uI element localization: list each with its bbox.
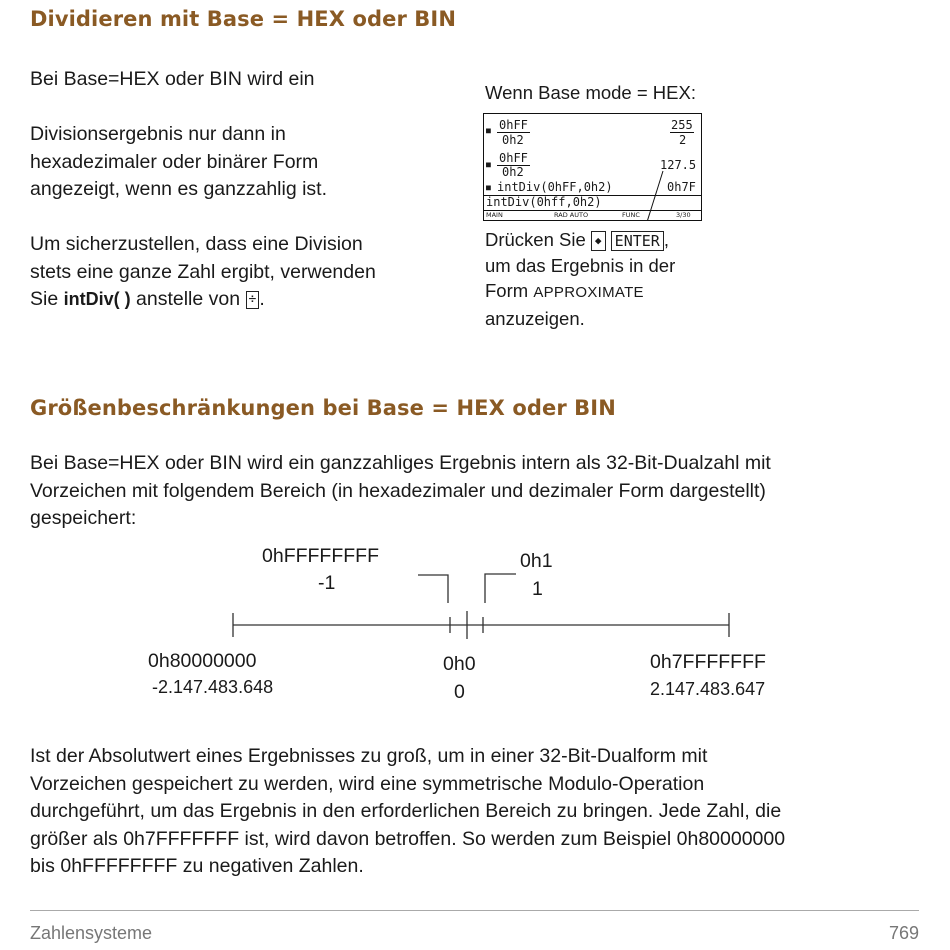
enter-key-icon: ENTER xyxy=(611,231,664,251)
fraction-numerator: 0hFF xyxy=(499,118,528,132)
status-mode: RAD AUTO xyxy=(554,211,589,219)
paragraph-line: Um sicherzustellen, dass eine Division xyxy=(30,233,363,255)
paragraph-line: größer als 0h7FFFFFFF ist, wird davon betroffen. So werden zum Beispiel 0h80000000 xyxy=(30,827,786,850)
label-max-hex: 0h7FFFFFFF xyxy=(650,651,766,673)
paragraph-line: Vorzeichen mit folgendem Bereich (in hexadezimaler und dezimaler Form dargestellt) xyxy=(30,479,766,502)
label-min-hex: 0h80000000 xyxy=(148,650,257,672)
caption-line: Drücken Sie ◆ ENTER , xyxy=(485,229,669,251)
caption-line: Form APPROXIMATE xyxy=(485,280,644,301)
calculator-screen xyxy=(483,113,702,221)
paragraph-modulo xyxy=(30,743,930,881)
paragraph-line: Vorzeichen gespeichert zu werden, wird eine symmetrische Modulo-Operation xyxy=(30,772,705,795)
paragraph-line: Ist der Absolutwert eines Ergebnisses zu groß, um in einer 32-Bit-Dualform mit xyxy=(30,745,708,767)
fraction-denominator: 0h2 xyxy=(502,133,524,147)
number-line-diagram xyxy=(0,540,950,720)
row-marker: ■ xyxy=(486,126,491,135)
paragraph-line: gespeichert: xyxy=(30,507,137,529)
paragraph-line: Divisionsergebnis nur dann in xyxy=(30,123,286,145)
paragraph-line: stets eine ganze Zahl ergibt, verwenden xyxy=(30,260,376,283)
fraction-numerator: 0hFF xyxy=(499,151,528,165)
expression: intDiv(0hFF,0h2) xyxy=(497,180,613,194)
paragraph-line: Bei Base=HEX oder BIN wird ein ganzzahliges Ergebnis intern als 32-Bit-Dualzahl mit xyxy=(30,452,771,474)
row-marker: ■ xyxy=(486,160,491,169)
section-heading-size-limits: Größenbeschränkungen bei Base = HEX oder BIN xyxy=(30,396,616,420)
divide-key-icon: ÷ xyxy=(246,291,260,309)
label-pos-one-hex: 0h1 xyxy=(520,550,553,572)
result-denominator: 2 xyxy=(679,133,687,147)
intdiv-function-name: intDiv( ) xyxy=(63,289,131,309)
paragraph-intdiv xyxy=(30,231,470,314)
approximate-mode-label: APPROXIMATE xyxy=(533,284,644,301)
footer-divider xyxy=(30,910,919,911)
paragraph-division-result xyxy=(30,121,470,204)
caption-line: anzuzeigen. xyxy=(485,307,585,329)
paragraph-range xyxy=(30,450,930,533)
status-main: MAIN xyxy=(486,211,503,219)
label-min-dec: -2.147.483.648 xyxy=(152,677,274,697)
footer-chapter: Zahlensysteme xyxy=(30,923,153,943)
caption-line: um das Ergebnis in der xyxy=(485,254,676,276)
label-neg-one-hex: 0hFFFFFFFF xyxy=(262,545,379,567)
paragraph-line: Sie intDiv( ) anstelle von ÷ . xyxy=(30,288,265,310)
result-pointer-line xyxy=(484,114,701,220)
paragraph-intro xyxy=(30,66,315,94)
page-number: 769 xyxy=(888,923,919,943)
result-value: 127.5 xyxy=(660,158,697,172)
paragraph-line: hexadezimaler oder binärer Form xyxy=(30,150,319,173)
label-zero-dec: 0 xyxy=(454,681,465,703)
diamond-key-icon: ◆ xyxy=(591,231,606,251)
pointer-neg-one xyxy=(418,575,448,603)
paragraph-line: Bei Base=HEX oder BIN wird ein xyxy=(30,68,315,90)
status-history: 3/30 xyxy=(676,211,691,219)
pointer-pos-one xyxy=(485,574,516,603)
entry-line: intDiv(0hff,0h2) xyxy=(486,195,602,209)
paragraph-line: bis 0hFFFFFFFF zu negativen Zahlen. xyxy=(30,855,364,877)
label-zero-hex: 0h0 xyxy=(443,653,476,675)
label-neg-one-dec: -1 xyxy=(318,572,336,594)
section-heading-divide: Dividieren mit Base = HEX oder BIN xyxy=(30,7,457,31)
label-pos-one-dec: 1 xyxy=(532,578,543,600)
fraction-denominator: 0h2 xyxy=(502,165,524,179)
calculator-caption-top: Wenn Base mode = HEX: xyxy=(485,82,696,103)
paragraph-line: durchgeführt, um das Ergebnis in den erforderlichen Bereich zu bringen. Jede Zahl, die xyxy=(30,800,782,822)
status-func: FUNC xyxy=(622,211,640,219)
paragraph-line: angezeigt, wenn es ganzzahlig ist. xyxy=(30,178,328,200)
result-value: 0h7F xyxy=(667,180,696,194)
label-max-dec: 2.147.483.647 xyxy=(650,679,766,699)
calculator-caption-bottom xyxy=(485,227,735,331)
result-numerator: 255 xyxy=(671,118,693,132)
row-marker: ■ xyxy=(486,183,491,192)
